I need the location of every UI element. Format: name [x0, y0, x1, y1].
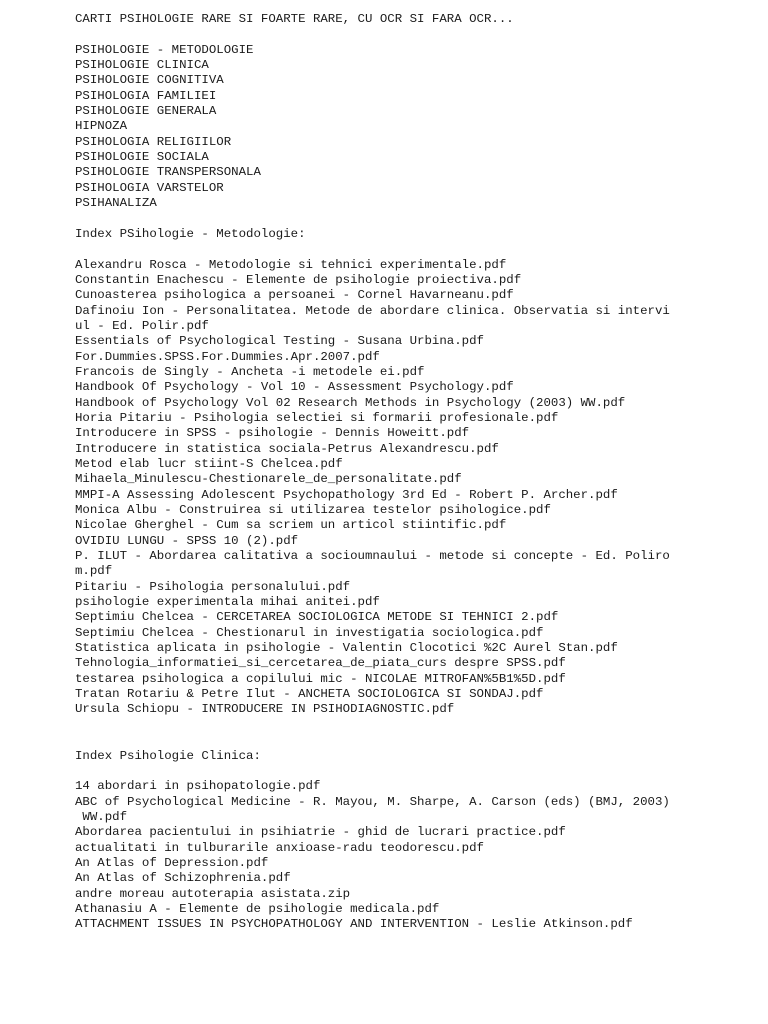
- file-entry: andre moreau autoterapia asistata.zip: [75, 886, 351, 901]
- file-entry: Nicolae Gherghel - Cum sa scriem un articol stiintific.pdf: [75, 518, 507, 533]
- file-entry: P. ILUT - Abordarea calitativa a socioumnaului - metode si concepte - Ed. Poliro: [75, 549, 670, 564]
- spacer: [75, 764, 755, 779]
- file-entry: Monica Albu - Construirea si utilizarea testelor psihologice.pdf: [75, 503, 551, 517]
- file-entry: Ursula Schiopu - INTRODUCERE IN PSIHODIAGNOSTIC.pdf: [75, 702, 455, 717]
- file-entry: Abordarea pacientului in psihiatrie - ghid de lucrari practice.pdf: [75, 825, 566, 840]
- file-entry: Tratan Rotariu & Petre Ilut - ANCHETA SOCIOLOGICA SI SONDAJ.pdf: [75, 687, 544, 702]
- file-entry: Septimiu Chelcea - CERCETAREA SOCIOLOGICA METODE SI TEHNICI 2.pdf: [75, 610, 559, 625]
- file-entry: Septimiu Chelcea - Chestionarul in investigatia sociologica.pdf: [75, 625, 544, 640]
- section-heading: Index PSihologie - Metodologie:: [75, 226, 306, 241]
- file-entry: Tehnologia_informatiei_si_cercetarea_de_piata_curs despre SPSS.pdf: [75, 656, 566, 671]
- file-entry: actualitati in tulburarile anxioase-radu teodorescu.pdf: [75, 840, 484, 855]
- document-title: CARTI PSIHOLOGIE RARE SI FOARTE RARE, CU OCR SI FARA OCR...: [75, 12, 514, 26]
- file-list: [75, 258, 755, 718]
- file-entry: Mihaela_Minulescu-Chestionarele_de_personalitate.pdf: [75, 472, 462, 487]
- file-entry: Statistica aplicata in psihologie - Valentin Clocotici %2C Aurel Stan.pdf: [75, 641, 618, 656]
- file-entry: Handbook Of Psychology - Vol 10 - Assessment Psychology.pdf: [75, 380, 514, 395]
- category-item: PSIHANALIZA: [75, 196, 157, 211]
- category-item: PSIHOLOGIE TRANSPERSONALA: [75, 165, 261, 180]
- file-entry: Cunoasterea psihologica a persoanei - Cornel Havarneanu.pdf: [75, 288, 514, 303]
- spacer: [75, 718, 755, 733]
- file-entry: Pitariu - Psihologia personalului.pdf: [75, 579, 351, 594]
- file-entry: Horia Pitariu - Psihologia selectiei si formarii profesionale.pdf: [75, 410, 559, 425]
- category-item: PSIHOLOGIA VARSTELOR: [75, 180, 224, 195]
- file-entry: WW.pdf: [75, 809, 128, 824]
- file-entry: ABC of Psychological Medicine - R. Mayou, M. Sharpe, A. Carson (eds) (BMJ, 2003): [75, 794, 670, 809]
- file-entry: Constantin Enachescu - Elemente de psihologie proiectiva.pdf: [75, 272, 522, 287]
- file-entry: ATTACHMENT ISSUES IN PSYCHOPATHOLOGY AND INTERVENTION - Leslie Atkinson.pdf: [75, 917, 633, 932]
- file-entry: ul - Ed. Polir.pdf: [75, 318, 209, 333]
- category-item: HIPNOZA: [75, 119, 128, 134]
- spacer: [75, 733, 755, 748]
- file-entry: Essentials of Psychological Testing - Susana Urbina.pdf: [75, 334, 484, 349]
- file-entry: m.pdf: [75, 564, 113, 579]
- category-item: PSIHOLOGIE CLINICA: [75, 58, 209, 73]
- spacer: [75, 211, 755, 226]
- file-entry: Handbook of Psychology Vol 02 Research Methods in Psychology (2003) WW.pdf: [75, 395, 626, 410]
- category-item: PSIHOLOGIE SOCIALA: [75, 150, 209, 165]
- file-entry: An Atlas of Depression.pdf: [75, 855, 269, 870]
- section-metodologie: [75, 227, 755, 718]
- category-list: [75, 43, 755, 212]
- file-list: [75, 779, 755, 932]
- file-entry: 14 abordari in psihopatologie.pdf: [75, 779, 321, 794]
- category-item: PSIHOLOGIA RELIGIILOR: [75, 134, 232, 149]
- section-clinica: [75, 749, 755, 933]
- file-entry: Introducere in SPSS - psihologie - Dennis Howeitt.pdf: [75, 426, 470, 441]
- category-item: PSIHOLOGIE - METODOLOGIE: [75, 42, 254, 57]
- category-item: PSIHOLOGIE GENERALA: [75, 104, 217, 119]
- file-entry: For.Dummies.SPSS.For.Dummies.Apr.2007.pdf: [75, 349, 380, 364]
- file-entry: Dafinoiu Ion - Personalitatea. Metode de abordare clinica. Observatia si intervi: [75, 303, 670, 318]
- file-entry: testarea psihologica a copilului mic - NICOLAE MITROFAN%5B1%5D.pdf: [75, 671, 566, 686]
- file-entry: Alexandru Rosca - Metodologie si tehnici experimentale.pdf: [75, 257, 507, 272]
- file-entry: Francois de Singly - Ancheta -i metodele ei.pdf: [75, 364, 425, 379]
- file-entry: Metod elab lucr stiint-S Chelcea.pdf: [75, 456, 343, 471]
- file-entry: psihologie experimentala mihai anitei.pdf: [75, 595, 380, 610]
- category-item: PSIHOLOGIA FAMILIEI: [75, 88, 217, 103]
- file-entry: Athanasiu A - Elemente de psihologie medicala.pdf: [75, 901, 440, 916]
- document-page: [75, 12, 755, 933]
- spacer: [75, 27, 755, 42]
- category-item: PSIHOLOGIE COGNITIVA: [75, 73, 224, 88]
- file-entry: OVIDIU LUNGU - SPSS 10 (2).pdf: [75, 533, 299, 548]
- file-entry: MMPI-A Assessing Adolescent Psychopathology 3rd Ed - Robert P. Archer.pdf: [75, 487, 618, 502]
- spacer: [75, 242, 755, 257]
- section-heading: Index Psihologie Clinica:: [75, 748, 261, 763]
- file-entry: Introducere in statistica sociala-Petrus Alexandrescu.pdf: [75, 441, 499, 456]
- file-entry: An Atlas of Schizophrenia.pdf: [75, 871, 291, 886]
